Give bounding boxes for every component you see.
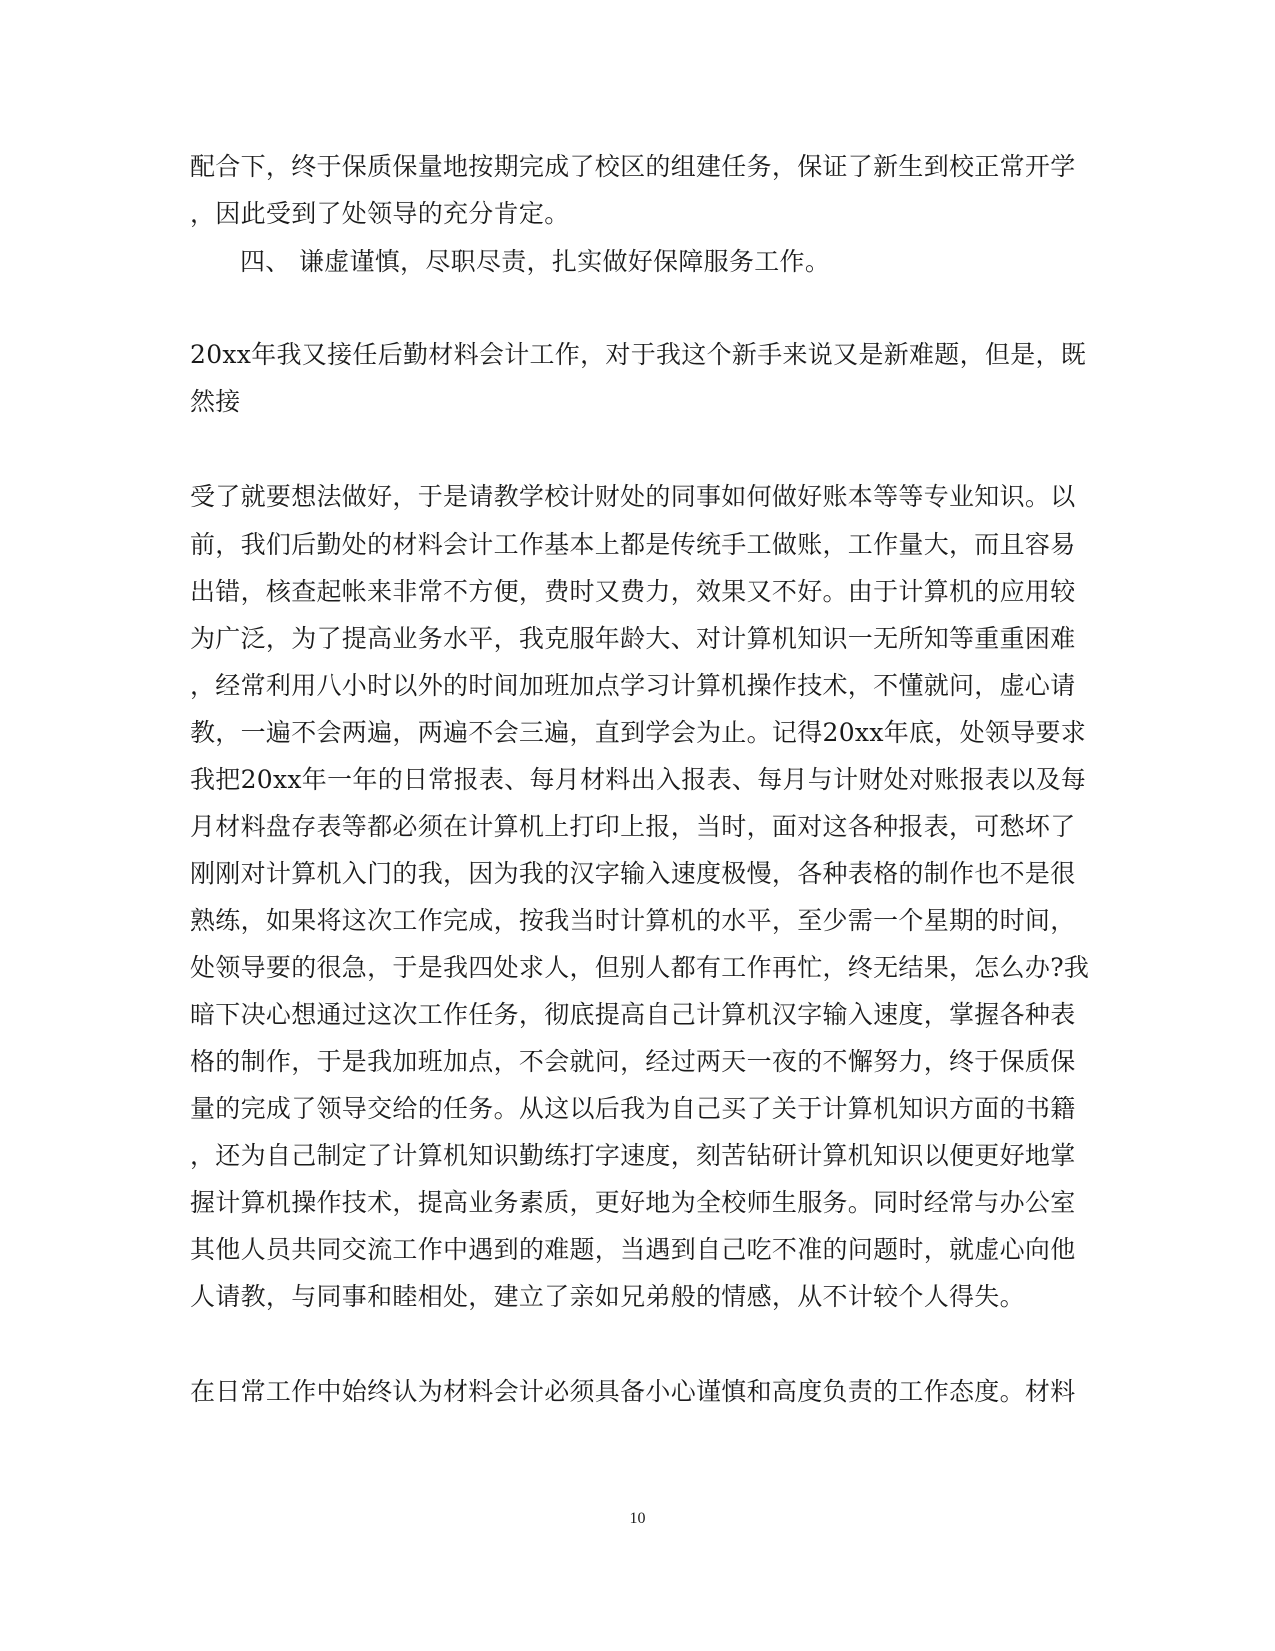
text-line: 配合下，终于保质保量地按期完成了校区的组建任务，保证了新生到校正常开学 <box>190 152 1076 181</box>
text-line: ，经常利用八小时以外的时间加班加点学习计算机操作技术，不懂就问，虚心请 <box>190 671 1076 700</box>
text-line: 在日常工作中始终认为材料会计必须具备小心谨慎和高度负责的工作态度。材料 <box>190 1377 1076 1406</box>
text-line: 为广泛，为了提高业务水平，我克服年龄大、对计算机知识一无所知等重重困难 <box>190 624 1076 653</box>
text-line: 刚刚对计算机入门的我，因为我的汉字输入速度极慢，各种表格的制作也不是很 <box>190 859 1076 888</box>
text-line: 教，一遍不会两遍，两遍不会三遍，直到学会为止。记得20xx年底，处领导要求 <box>190 718 1087 747</box>
text-line: 然接 <box>190 387 241 416</box>
text-line: 量的完成了领导交给的任务。从这以后我为自己买了关于计算机知识方面的书籍 <box>190 1094 1076 1123</box>
text-line: 熟练，如果将这次工作完成，按我当时计算机的水平，至少需一个星期的时间， <box>190 906 1076 935</box>
text-line: 20xx年我又接任后勤材料会计工作，对于我这个新手来说又是新难题，但是，既 <box>190 340 1087 369</box>
section-heading: 四、 谦虚谨慎，尽职尽责，扎实做好保障服务工作。 <box>240 247 831 276</box>
text-line: 受了就要想法做好，于是请教学校计财处的同事如何做好账本等等专业知识。以 <box>190 482 1076 511</box>
text-line: ，还为自己制定了计算机知识勤练打字速度，刻苦钻研计算机知识以便更好地掌 <box>190 1141 1076 1170</box>
text-line: 暗下决心想通过这次工作任务，彻底提高自己计算机汉字输入速度，掌握各种表 <box>190 1000 1076 1029</box>
text-line: 出错，核查起帐来非常不方便，费时又费力，效果又不好。由于计算机的应用较 <box>190 577 1076 606</box>
text-line: 我把20xx年一年的日常报表、每月材料出入报表、每月与计财处对账报表以及每 <box>190 765 1087 794</box>
text-line: 其他人员共同交流工作中遇到的难题，当遇到自己吃不准的问题时，就虚心向他 <box>190 1235 1076 1264</box>
text-line: 处领导要的很急，于是我四处求人，但别人都有工作再忙，终无结果，怎么办?我 <box>190 953 1090 982</box>
text-line: 人请教，与同事和睦相处，建立了亲如兄弟般的情感，从不计较个人得失。 <box>190 1282 1025 1311</box>
text-line: 握计算机操作技术，提高业务素质，更好地为全校师生服务。同时经常与办公室 <box>190 1188 1076 1217</box>
text-line: 前，我们后勤处的材料会计工作基本上都是传统手工做账，工作量大，而且容易 <box>190 530 1076 559</box>
page-number: 10 <box>629 1510 646 1527</box>
text-line: 月材料盘存表等都必须在计算机上打印上报，当时，面对这各种报表，可愁坏了 <box>190 812 1076 841</box>
text-line: ，因此受到了处领导的充分肯定。 <box>190 199 570 228</box>
text-line: 格的制作，于是我加班加点，不会就问，经过两天一夜的不懈努力，终于保质保 <box>190 1047 1076 1076</box>
